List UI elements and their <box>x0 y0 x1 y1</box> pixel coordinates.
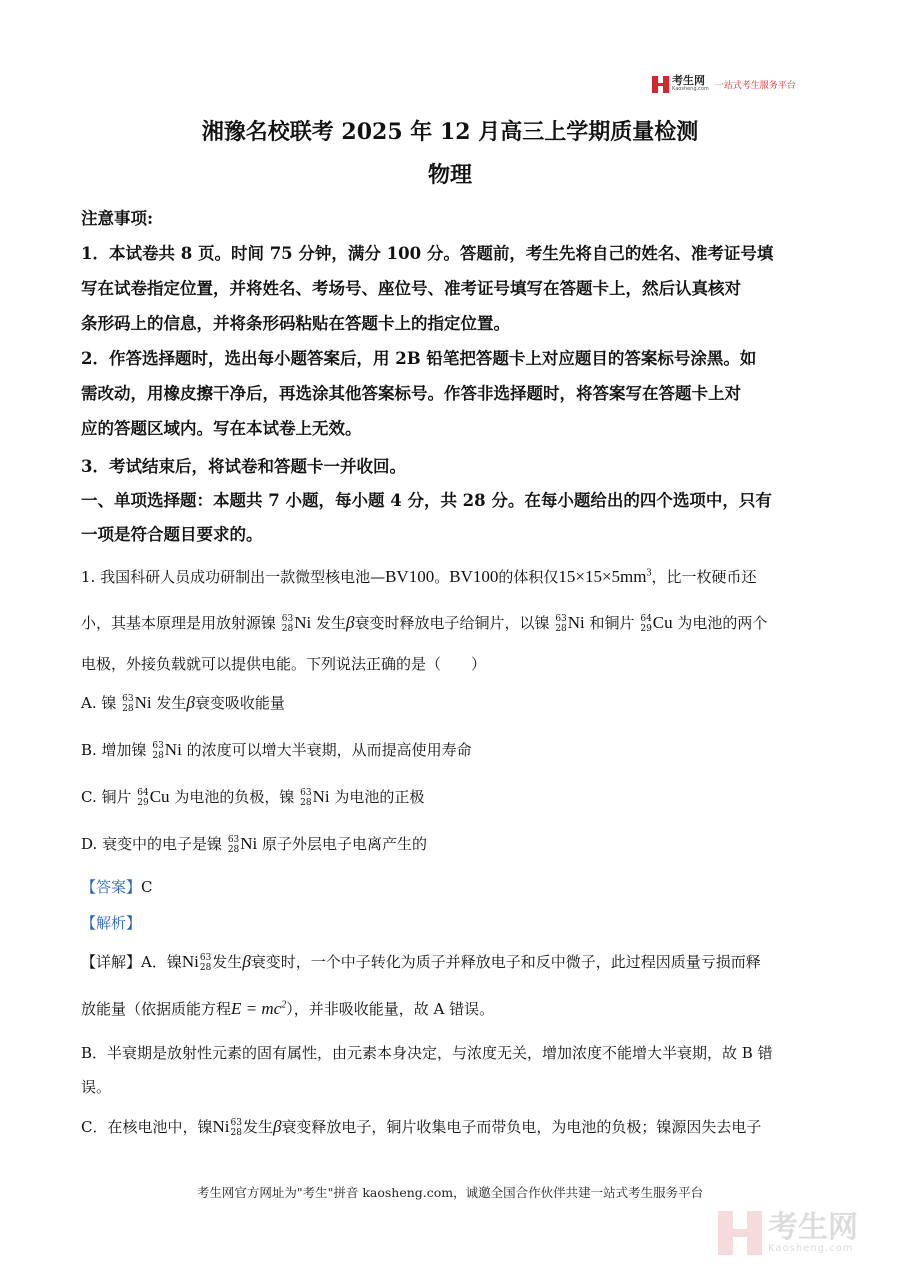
mass-energy-formula: $E = mc^2$ <box>231 999 287 1018</box>
notice-line: 1．本试卷共 8 页。时间 75 分钟，满分 100 分。答题前，考生先将自己的姓名、准考证号填 <box>81 244 774 263</box>
analysis-label: 【解析】 <box>81 914 142 932</box>
nuclide-ni: 63 28 <box>555 614 567 634</box>
analysis-line: 放能量（依据质能方程$E = mc^2$），并非吸收能量，故 A 错误。 <box>81 999 495 1018</box>
header-logo <box>652 73 822 95</box>
notice-line: 写在试卷指定位置，并将姓名、考场号、座位号、准考证号填写在答题卡上，然后认真核对 <box>81 279 741 298</box>
watermark: 考生网 Kaosheng.com <box>718 1203 888 1263</box>
question-line: 小，其基本原理是用放射源镍 63 28 Ni 发生β衰变时释放电子给铜片，以镍 63 28 Ni 和铜片 64 29 Cu 为电池的两个 <box>81 613 768 634</box>
exam-title: 湘豫名校联考 2025 年 12 月高三上学期质量检测 <box>201 119 699 145</box>
logo-slogan: 一站式考生服务平台 <box>714 80 796 91</box>
analysis-line: C．在核电池中，镍Ni 63 28 发生β衰变释放电子，铜片收集电子而带负电，为电池的负极；镍源因失去电子 <box>81 1117 762 1138</box>
question-line: 1. 我国科研人员成功研制出一款微型核电池—BV100。BV100的体积仅$15\times 15\times 5mm^3$，比一枚硬币还 <box>81 567 757 586</box>
answer-line: 【答案】C <box>81 878 153 896</box>
logo-mark-icon <box>652 76 669 93</box>
section-heading: 一项是符合题目要求的。 <box>81 525 263 544</box>
nuclide-ni: 63 28 <box>281 614 294 634</box>
notice-heading: 注意事项: <box>81 209 154 228</box>
notice-line: 2．作答选择题时，选出每小题答案后，用 2B 铅笔把答题卡上对应题目的答案标号涂黑。如 <box>81 349 757 368</box>
question-line: 电极，外接负载就可以提供电能。下列说法正确的是（ ） <box>81 655 487 673</box>
section-heading: 一、单项选择题：本题共 7 小题，每小题 4 分，共 28 分。在每小题给出的四个选项中，只有 <box>81 491 772 510</box>
option-b[interactable]: B. 增加镍 63 28 Ni 的浓度可以增大半衰期，从而提高使用寿命 <box>81 740 472 761</box>
option-a[interactable]: A. 镍 63 28 Ni 发生β衰变吸收能量 <box>81 693 285 714</box>
logo-brand: 考生网 Kaosheng.com <box>672 74 709 92</box>
analysis-line: 误。 <box>81 1078 112 1096</box>
page-footer: 考生网官方网址为"考生"拼音 kaosheng.com，诚邀全国合作伙伴共建一站式考生服务平台 <box>196 1185 704 1200</box>
notice-line: 应的答题区域内。写在本试卷上无效。 <box>81 419 362 438</box>
notice-line: 需改动，用橡皮擦干净后，再选涂其他答案标号。作答非选择题时，将答案写在答题卡上对 <box>81 384 741 403</box>
notice-line: 条形码上的信息，并将条形码粘贴在答题卡上的指定位置。 <box>81 314 510 333</box>
watermark-logo-icon <box>718 1211 762 1255</box>
analysis-line: B．半衰期是放射性元素的固有属性，由元素本身决定，与浓度无关，增加浓度不能增大半衰期，故 B 错 <box>81 1044 773 1062</box>
option-c[interactable]: C. 铜片 64 29 Cu 为电池的负极，镍 63 28 Ni 为电池的正极 <box>81 787 425 808</box>
option-d[interactable]: D. 衰变中的电子是镍 63 28 Ni 原子外层电子电离产生的 <box>81 834 428 855</box>
analysis-line: 【详解】A．镍Ni 63 28 发生β衰变时，一个中子转化为质子并释放电子和反中微子，此过程因质量亏损而释 <box>81 952 761 973</box>
volume-value: $15\times 15\times 5mm^3$ <box>558 567 652 586</box>
nuclide-cu: 64 29 <box>640 614 652 634</box>
subject-title: 物理 <box>427 162 472 188</box>
notice-line: 3．考试结束后，将试卷和答题卡一并收回。 <box>81 457 406 476</box>
